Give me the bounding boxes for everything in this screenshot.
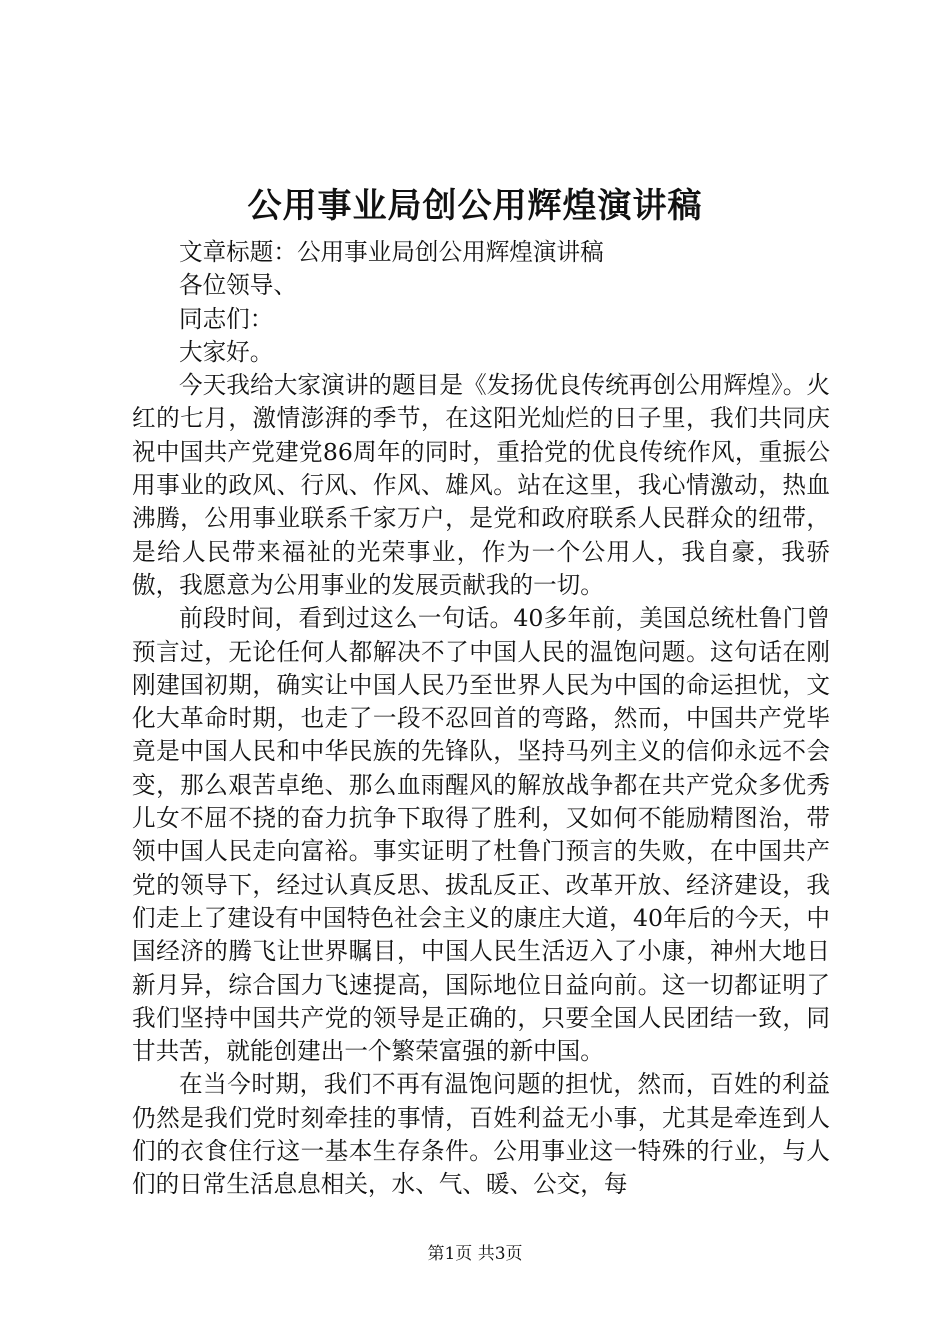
document-body — [132, 236, 830, 1202]
article-title-line: 文章标题：公用事业局创公用辉煌演讲稿 — [179, 238, 604, 266]
greeting-line: 大家好。 — [179, 337, 274, 366]
paragraph-3: 在当今时期，我们不再有温饱问题的担忧，然而，百姓的利益仍然是我们党时刻牵挂的事情，百姓利益无小事，尤其是牵连到人们的衣食住行这一基本生存条件。公用事业这一特殊的行业，与人们的日常生活息息相关，水、气、暖、公交，每 — [132, 1070, 830, 1199]
page-footer: 第1页 共3页 — [427, 1244, 523, 1264]
salutation-comrades: 同志们： — [179, 304, 274, 333]
document-title: 公用事业局创公用辉煌演讲稿 — [247, 186, 703, 226]
paragraph-2: 前段时间，看到过这么一句话。40多年前，美国总统杜鲁门曾预言过，无论任何人都解决不了中国人民的温饱问题。这句话在刚刚建国初期，确实让中国人民乃至世界人民为中国的命运担忧，文化大革命时期，也走了一段不忍回首的弯路，然而，中国共产党毕竟是中国人民和中华民族的先锋队，坚持马列主义的信仰永远不会变，那么艰苦卓绝、那么血雨醒风的解放战争都在共产党众多优秀儿女不屈不挠的奋力抗争下取得了胜利，又如何不能励精图治，带领中国人民走向富裕。事实证明了杜鲁门预言的失败，在中国共产党的领导下，经过认真反思、拔乱反正、改革开放、经济建设，我们走上了建设有中国特色社会主义的康庄大道，40年后的今天，中国经济的腾飞让世界瞩目，中国人民生活迈入了小康，神州大地日新月异，综合国力飞速提高，国际地位日益向前。这一切都证明了我们坚持中国共产党的领导是正确的，只要全国人民团结一致，同甘共苦，就能创建出一个繁荣富强的新中国。 — [132, 604, 830, 1066]
paragraph-1: 今天我给大家演讲的题目是《发扬优良传统再创公用辉煌》。火红的七月，激情澎湃的季节，在这阳光灿烂的日子里，我们共同庆祝中国共产党建党86周年的同时，重拾党的优良传统作风，重振公用事业的政风、行风、作风、雄风。站在这里，我心情激动，热血沸腾，公用事业联系千家万户，是党和政府联系人民群众的纽带，是给人民带来福祉的光荣事业，作为一个公用人，我自豪，我骄傲，我愿意为公用事业的发展贡献我的一切。 — [132, 371, 830, 599]
salutation-leaders: 各位领导、 — [179, 271, 297, 300]
